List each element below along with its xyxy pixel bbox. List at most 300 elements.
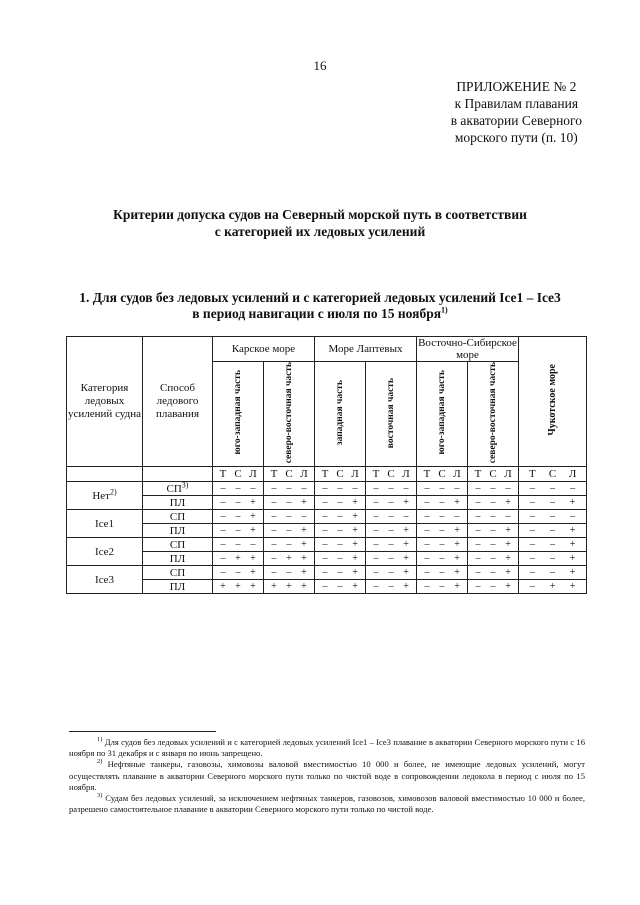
criteria-value: + <box>505 524 511 536</box>
criteria-cell <box>468 482 519 496</box>
criteria-value: – <box>550 538 556 550</box>
criteria-value: – <box>490 510 496 522</box>
section-line-text: в период навигации с июля по 15 ноября <box>192 306 442 321</box>
criteria-value: + <box>250 510 256 522</box>
criteria-value: + <box>403 552 409 564</box>
criteria-value: + <box>250 580 256 592</box>
criteria-value: – <box>475 482 481 494</box>
part-label: северо-восточная часть <box>488 362 499 464</box>
criteria-value: – <box>529 496 535 508</box>
criteria-value: – <box>337 510 343 522</box>
criteria-value: – <box>550 566 556 578</box>
criteria-value: + <box>250 552 256 564</box>
criteria-cell <box>468 566 519 580</box>
criteria-value: + <box>454 580 460 592</box>
criteria-value: – <box>529 510 535 522</box>
criteria-cell <box>468 552 519 566</box>
table-row <box>67 496 587 510</box>
criteria-value: – <box>271 510 277 522</box>
criteria-value: – <box>439 482 445 494</box>
criteria-value: – <box>529 552 535 564</box>
criteria-value: – <box>388 580 394 592</box>
criteria-value: + <box>301 524 307 536</box>
criteria-value: – <box>271 538 277 550</box>
footnote-mark: 2) <box>97 758 103 766</box>
criteria-cell <box>519 566 587 580</box>
criteria-value: – <box>337 580 343 592</box>
criteria-cell <box>315 552 366 566</box>
criteria-value: – <box>550 524 556 536</box>
criteria-value: – <box>220 524 226 536</box>
criteria-value: + <box>505 580 511 592</box>
category-label: Ice1 <box>95 517 114 530</box>
criteria-value: – <box>388 496 394 508</box>
criteria-value: + <box>569 580 576 592</box>
criteria-value: – <box>490 496 496 508</box>
criteria-value: – <box>373 510 379 522</box>
method-cell <box>143 538 213 552</box>
criteria-value: + <box>403 524 409 536</box>
table-row <box>67 524 587 538</box>
tsl-header: Т С Л <box>264 467 315 482</box>
method-label: ПЛ <box>169 524 186 537</box>
part-label: западная часть <box>335 380 346 446</box>
criteria-value: + <box>454 538 460 550</box>
criteria-value: + <box>569 566 576 578</box>
method-label: ПЛ <box>169 580 186 593</box>
criteria-value: – <box>505 510 511 522</box>
criteria-cell <box>315 510 366 524</box>
criteria-value: – <box>373 552 379 564</box>
criteria-value: + <box>505 552 511 564</box>
criteria-value: + <box>250 566 256 578</box>
criteria-value: – <box>424 580 430 592</box>
header-east-siberian-sea: Восточно-Сибирское море <box>418 337 517 361</box>
criteria-value: – <box>322 580 328 592</box>
criteria-value: – <box>490 566 496 578</box>
footnote-text: Судам без ледовых усилений, за исключением нефтяных танкеров, газовозов, химовозов валовой вместимостью 10 000 и более, разрешено самостоятельное плавание в акватории Северного морского пути только по чистой воде. <box>69 793 585 815</box>
footnote-text: Нефтяные танкеры, газовозы, химовозы валовой вместимостью 10 000 и более, не имеющие ледовых усилений, могут осуществлять плавание в акватории Северного морского пути только по чистой воде в сопровождении ледокола в период с июля по 15 ноября. <box>69 759 585 792</box>
criteria-value: – <box>286 510 292 522</box>
criteria-value: – <box>490 482 496 494</box>
criteria-value: – <box>220 552 226 564</box>
criteria-cell <box>264 552 315 566</box>
section-title <box>0 290 640 322</box>
criteria-value: – <box>454 510 460 522</box>
tsl-blank <box>143 467 213 482</box>
method-label: СП <box>169 538 186 551</box>
criteria-cell <box>315 580 366 594</box>
appendix-line: к Правилам плавания <box>454 96 579 111</box>
criteria-cell <box>366 566 417 580</box>
criteria-value: + <box>301 580 307 592</box>
criteria-value: – <box>337 524 343 536</box>
header-method: Способ ледового плавания <box>143 337 213 467</box>
footnote <box>69 793 585 815</box>
criteria-value: – <box>220 510 226 522</box>
criteria-value: – <box>220 538 226 550</box>
criteria-cell <box>264 538 315 552</box>
criteria-value: + <box>403 496 409 508</box>
criteria-value: + <box>250 496 256 508</box>
criteria-value: + <box>454 566 460 578</box>
method-cell <box>143 552 213 566</box>
criteria-value: – <box>235 510 241 522</box>
title-line: Критерии допуска судов на Северный морской путь в соответствии <box>113 207 527 222</box>
criteria-table <box>66 336 587 594</box>
header-chukchi-sea <box>519 337 587 467</box>
criteria-value: – <box>550 482 556 494</box>
chukchi-label: Чукотское море <box>547 364 559 436</box>
criteria-value: – <box>271 496 277 508</box>
header-kara-sea: Карское море <box>213 337 315 362</box>
criteria-value: – <box>271 552 277 564</box>
criteria-value: – <box>439 566 445 578</box>
criteria-value: + <box>505 538 511 550</box>
criteria-cell <box>213 524 264 538</box>
criteria-value: – <box>286 496 292 508</box>
criteria-value: – <box>475 552 481 564</box>
criteria-cell <box>366 524 417 538</box>
footnotes <box>69 737 585 815</box>
category-cell <box>67 482 143 510</box>
criteria-value: – <box>337 552 343 564</box>
criteria-value: + <box>505 566 511 578</box>
criteria-value: – <box>220 566 226 578</box>
header-es-sw <box>417 362 468 467</box>
footnote-mark: 3) <box>97 792 103 800</box>
criteria-value: + <box>250 524 256 536</box>
criteria-value: – <box>475 510 481 522</box>
method-cell <box>143 496 213 510</box>
title-line: с категорией их ледовых усилений <box>214 224 426 239</box>
table-row <box>67 482 587 496</box>
tsl-header: Т С Л <box>315 467 366 482</box>
criteria-value: – <box>424 496 430 508</box>
criteria-cell <box>366 510 417 524</box>
criteria-value: – <box>439 552 445 564</box>
criteria-value: + <box>549 580 556 592</box>
criteria-value: + <box>505 496 511 508</box>
footnote-mark: 3) <box>181 480 189 490</box>
criteria-value: – <box>439 538 445 550</box>
criteria-value: – <box>388 524 394 536</box>
part-label: юго-западная часть <box>437 370 448 455</box>
criteria-value: – <box>529 566 535 578</box>
criteria-value: – <box>220 496 226 508</box>
criteria-value: – <box>490 580 496 592</box>
section-line <box>0 306 640 322</box>
criteria-value: + <box>454 524 460 536</box>
criteria-value: – <box>271 566 277 578</box>
criteria-value: + <box>301 538 307 550</box>
criteria-value: – <box>439 580 445 592</box>
criteria-value: – <box>271 524 277 536</box>
section-line: 1. Для судов без ледовых усилений и с категорией ледовых усилений Ice1 – Ice3 <box>79 290 561 305</box>
criteria-value: – <box>322 524 328 536</box>
criteria-value: – <box>250 482 256 494</box>
criteria-value: + <box>220 580 226 592</box>
criteria-value: – <box>475 524 481 536</box>
criteria-cell <box>417 482 468 496</box>
criteria-value: – <box>550 552 556 564</box>
footnote-mark: 1) <box>441 305 448 315</box>
criteria-cell <box>417 510 468 524</box>
criteria-value: – <box>403 482 409 494</box>
criteria-cell <box>264 580 315 594</box>
appendix-line: в акватории Северного <box>450 113 582 128</box>
criteria-cell <box>264 496 315 510</box>
criteria-cell <box>417 580 468 594</box>
tsl-header: Т С Л <box>366 467 417 482</box>
criteria-value: – <box>235 524 241 536</box>
criteria-value: – <box>337 566 343 578</box>
criteria-value: – <box>373 496 379 508</box>
criteria-value: – <box>388 482 394 494</box>
criteria-cell <box>366 482 417 496</box>
criteria-value: – <box>529 538 535 550</box>
criteria-value: – <box>529 482 535 494</box>
header-laptev-east <box>366 362 417 467</box>
criteria-cell <box>315 482 366 496</box>
criteria-value: – <box>529 580 535 592</box>
criteria-value: – <box>424 566 430 578</box>
criteria-value: + <box>301 552 307 564</box>
criteria-cell <box>264 482 315 496</box>
criteria-value: – <box>388 552 394 564</box>
criteria-value: – <box>337 538 343 550</box>
criteria-cell <box>264 566 315 580</box>
table-row <box>67 552 587 566</box>
criteria-table-body <box>67 482 587 594</box>
criteria-value: + <box>286 580 292 592</box>
criteria-cell <box>264 510 315 524</box>
criteria-value: – <box>490 552 496 564</box>
criteria-cell <box>468 580 519 594</box>
part-label: восточная часть <box>386 377 397 448</box>
criteria-cell <box>213 566 264 580</box>
method-cell <box>143 566 213 580</box>
method-label: ПЛ <box>169 552 186 565</box>
criteria-cell <box>417 524 468 538</box>
criteria-cell <box>213 580 264 594</box>
criteria-value: – <box>322 566 328 578</box>
criteria-value: – <box>475 566 481 578</box>
criteria-value: – <box>322 510 328 522</box>
criteria-value: – <box>439 496 445 508</box>
header-kara-ne <box>264 362 315 467</box>
criteria-value: + <box>569 524 576 536</box>
criteria-value: – <box>550 496 556 508</box>
category-cell <box>67 510 143 538</box>
method-label: ПЛ <box>169 496 186 509</box>
criteria-value: – <box>286 524 292 536</box>
criteria-cell <box>519 496 587 510</box>
footnote-divider <box>69 731 216 732</box>
criteria-value: – <box>301 510 307 522</box>
criteria-value: + <box>352 510 358 522</box>
criteria-value: + <box>569 552 576 564</box>
criteria-value: + <box>403 566 409 578</box>
criteria-cell <box>519 510 587 524</box>
criteria-cell <box>213 538 264 552</box>
page-number: 16 <box>313 58 327 73</box>
criteria-value: + <box>352 496 358 508</box>
criteria-value: – <box>424 482 430 494</box>
criteria-value: + <box>301 566 307 578</box>
footnote-mark: 2) <box>109 487 117 497</box>
appendix-header <box>451 78 582 146</box>
method-label: СП <box>169 510 186 523</box>
tsl-header: Т С Л <box>519 467 587 482</box>
table-row <box>67 580 587 594</box>
criteria-value: – <box>424 524 430 536</box>
method-label: СП <box>169 566 186 579</box>
criteria-cell <box>213 552 264 566</box>
criteria-value: + <box>352 580 358 592</box>
criteria-value: – <box>439 524 445 536</box>
criteria-value: + <box>352 552 358 564</box>
tsl-blank <box>67 467 143 482</box>
criteria-value: – <box>475 580 481 592</box>
criteria-cell <box>519 552 587 566</box>
criteria-cell <box>315 538 366 552</box>
part-label: северо-восточная часть <box>284 362 294 464</box>
header-category: Категория ледовых усилений судна <box>67 337 143 467</box>
criteria-value: + <box>403 538 409 550</box>
criteria-value: + <box>352 566 358 578</box>
criteria-value: + <box>454 552 460 564</box>
criteria-value: – <box>235 566 241 578</box>
criteria-value: – <box>388 538 394 550</box>
header-kara-sw <box>213 362 264 467</box>
criteria-value: – <box>322 552 328 564</box>
criteria-value: – <box>388 566 394 578</box>
criteria-value: – <box>490 524 496 536</box>
method-cell <box>143 482 213 496</box>
document-title <box>0 206 640 240</box>
category-cell <box>67 538 143 566</box>
criteria-value: – <box>475 538 481 550</box>
criteria-cell <box>213 482 264 496</box>
criteria-value: – <box>322 496 328 508</box>
criteria-value: – <box>403 510 409 522</box>
tsl-header: Т С Л <box>468 467 519 482</box>
criteria-value: – <box>439 510 445 522</box>
criteria-value: – <box>250 538 256 550</box>
criteria-cell <box>468 510 519 524</box>
criteria-cell <box>264 524 315 538</box>
table-row <box>67 538 587 552</box>
criteria-value: – <box>286 482 292 494</box>
category-label: Ice2 <box>95 545 114 558</box>
criteria-cell <box>366 496 417 510</box>
criteria-value: + <box>454 496 460 508</box>
header-es-ne <box>468 362 519 467</box>
method-cell <box>143 524 213 538</box>
category-label: Нет <box>92 489 110 502</box>
criteria-cell <box>468 524 519 538</box>
criteria-value: – <box>235 538 241 550</box>
criteria-value: – <box>424 538 430 550</box>
criteria-cell <box>519 538 587 552</box>
criteria-cell <box>468 496 519 510</box>
criteria-cell <box>366 538 417 552</box>
category-label: Ice3 <box>95 573 114 586</box>
method-cell <box>143 580 213 594</box>
criteria-cell <box>315 566 366 580</box>
footnote <box>69 737 585 759</box>
criteria-value: – <box>373 524 379 536</box>
footnote-text: Для судов без ледовых усилений и с категорией ледовых усилений Ice1 – Ice3 плавание в акватории Северного морского пути с 16 ноября по 31 декабря и с января по июнь запрещено. <box>69 737 585 759</box>
criteria-cell <box>468 538 519 552</box>
criteria-cell <box>366 552 417 566</box>
criteria-value: – <box>235 482 241 494</box>
criteria-value: – <box>235 496 241 508</box>
criteria-value: – <box>286 566 292 578</box>
criteria-value: – <box>271 482 277 494</box>
criteria-value: + <box>352 538 358 550</box>
criteria-cell <box>417 538 468 552</box>
criteria-value: + <box>569 496 576 508</box>
criteria-value: – <box>424 510 430 522</box>
criteria-value: + <box>403 580 409 592</box>
criteria-value: – <box>570 482 576 494</box>
criteria-value: – <box>550 510 556 522</box>
criteria-value: + <box>235 552 241 564</box>
footnote-mark: 1) <box>97 736 103 744</box>
part-label: юго-западная часть <box>233 370 243 455</box>
criteria-value: – <box>337 482 343 494</box>
criteria-value: – <box>337 496 343 508</box>
criteria-cell <box>417 566 468 580</box>
criteria-cell <box>366 580 417 594</box>
criteria-value: – <box>373 482 379 494</box>
criteria-cell <box>519 524 587 538</box>
criteria-value: – <box>220 482 226 494</box>
criteria-value: – <box>490 538 496 550</box>
category-cell <box>67 566 143 594</box>
method-cell <box>143 510 213 524</box>
tsl-header: Т С Л <box>213 467 264 482</box>
header-laptev-sea: Море Лаптевых <box>315 337 417 362</box>
appendix-line: морского пути (п. 10) <box>454 130 578 145</box>
criteria-value: – <box>352 482 358 494</box>
appendix-line: ПРИЛОЖЕНИЕ № 2 <box>456 79 577 94</box>
criteria-value: – <box>475 496 481 508</box>
header-laptev-west <box>315 362 366 467</box>
criteria-cell <box>315 496 366 510</box>
criteria-value: + <box>271 580 277 592</box>
criteria-cell <box>213 510 264 524</box>
method-label: СП <box>166 482 182 495</box>
table-row <box>67 510 587 524</box>
criteria-cell <box>519 482 587 496</box>
criteria-value: – <box>322 538 328 550</box>
footnote <box>69 759 585 793</box>
tsl-header: Т С Л <box>417 467 468 482</box>
criteria-value: – <box>301 482 307 494</box>
criteria-value: – <box>373 566 379 578</box>
criteria-value: – <box>373 580 379 592</box>
criteria-value: + <box>286 552 292 564</box>
criteria-cell <box>315 524 366 538</box>
criteria-value: – <box>505 482 511 494</box>
criteria-value: – <box>529 524 535 536</box>
criteria-value: – <box>570 510 576 522</box>
criteria-value: – <box>373 538 379 550</box>
criteria-cell <box>417 552 468 566</box>
